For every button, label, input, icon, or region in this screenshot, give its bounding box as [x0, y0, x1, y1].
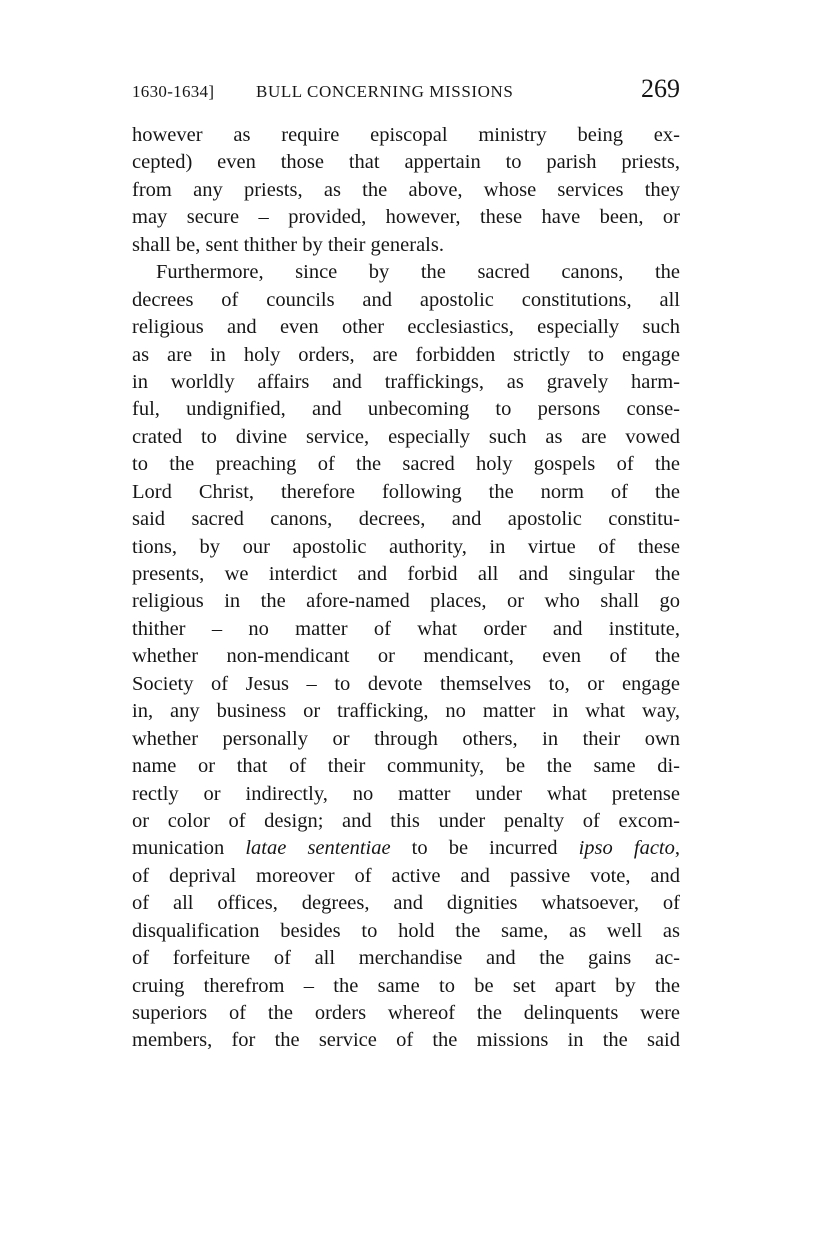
italic-phrase-latae-sententiae: latae sententiae	[245, 837, 391, 860]
text-line: in, any business or trafficking, no matter in what way,	[132, 700, 680, 723]
text-line-with-italics	[132, 835, 680, 862]
text-line: Society of Jesus – to devote themselves to, or engage	[132, 672, 680, 695]
text-line: religious in the afore-named places, or who shall go	[132, 590, 680, 613]
text-line: name or that of their community, be the same di-	[132, 755, 680, 778]
text-line: presents, we interdict and forbid all and singular the	[132, 563, 680, 585]
text-line: members, for the service of the missions in the said	[132, 1029, 680, 1052]
text-line: cruing therefrom – the same to be set apart by the	[132, 974, 680, 997]
text-line: said sacred canons, decrees, and apostolic constitu-	[132, 508, 680, 531]
running-head-title: BULL CONCERNING MISSIONS	[256, 82, 514, 101]
text-line: as are in holy orders, are forbidden strictly to engage	[132, 343, 680, 366]
text-line: superiors of the orders whereof the delinquents were	[132, 1002, 680, 1024]
text-line: religious and even other ecclesiastics, especially such	[132, 316, 680, 339]
running-head	[132, 74, 680, 108]
italic-phrase-ipso-facto: ipso facto	[578, 837, 675, 860]
text-run: ,	[674, 837, 680, 860]
text-line: of forfeiture of all merchandise and the gains ac-	[132, 947, 680, 970]
text-line: ful, undignified, and unbecoming to persons conse-	[132, 398, 680, 421]
text-run: munication	[132, 837, 246, 860]
text-line: in worldly affairs and traffickings, as gravely harm-	[132, 370, 680, 393]
text-line: or color of design; and this under penalty of excom-	[132, 809, 680, 832]
text-line: of all offices, degrees, and dignities whatsoever, of	[132, 892, 680, 915]
text-line: cepted) even those that appertain to parish priests,	[132, 151, 680, 174]
text-line: thither – no matter of what order and institute,	[132, 617, 680, 640]
page-number: 269	[641, 74, 680, 103]
text-line: rectly or indirectly, no matter under what pretense	[132, 782, 680, 805]
text-line: disqualification besides to hold the same, as well as	[132, 919, 680, 942]
body-text	[132, 122, 680, 1055]
text-line: whether personally or through others, in their own	[132, 727, 680, 750]
text-line: Lord Christ, therefore following the norm of the	[132, 480, 680, 503]
text-line: whether non-mendicant or mendicant, even of the	[132, 645, 680, 668]
text-line: may secure – provided, however, these have been, or	[132, 206, 680, 229]
text-line: crated to divine service, especially such as are vowed	[132, 425, 680, 448]
text-line: Furthermore, since by the sacred canons, the	[156, 261, 680, 284]
text-line: however as require episcopal ministry being ex-	[132, 124, 680, 146]
running-head-years: 1630-1634]	[132, 82, 215, 101]
text-line: decrees of councils and apostolic constitutions, all	[132, 288, 680, 311]
text-line: of deprival moreover of active and passive vote, and	[132, 864, 680, 887]
text-line: shall be, sent thither by their generals.	[132, 233, 444, 256]
text-line: to the preaching of the sacred holy gospels of the	[132, 453, 680, 476]
text-run: to be incurred	[390, 837, 579, 860]
text-line: tions, by our apostolic authority, in virtue of these	[132, 535, 680, 558]
text-line: from any priests, as the above, whose services they	[132, 178, 680, 201]
